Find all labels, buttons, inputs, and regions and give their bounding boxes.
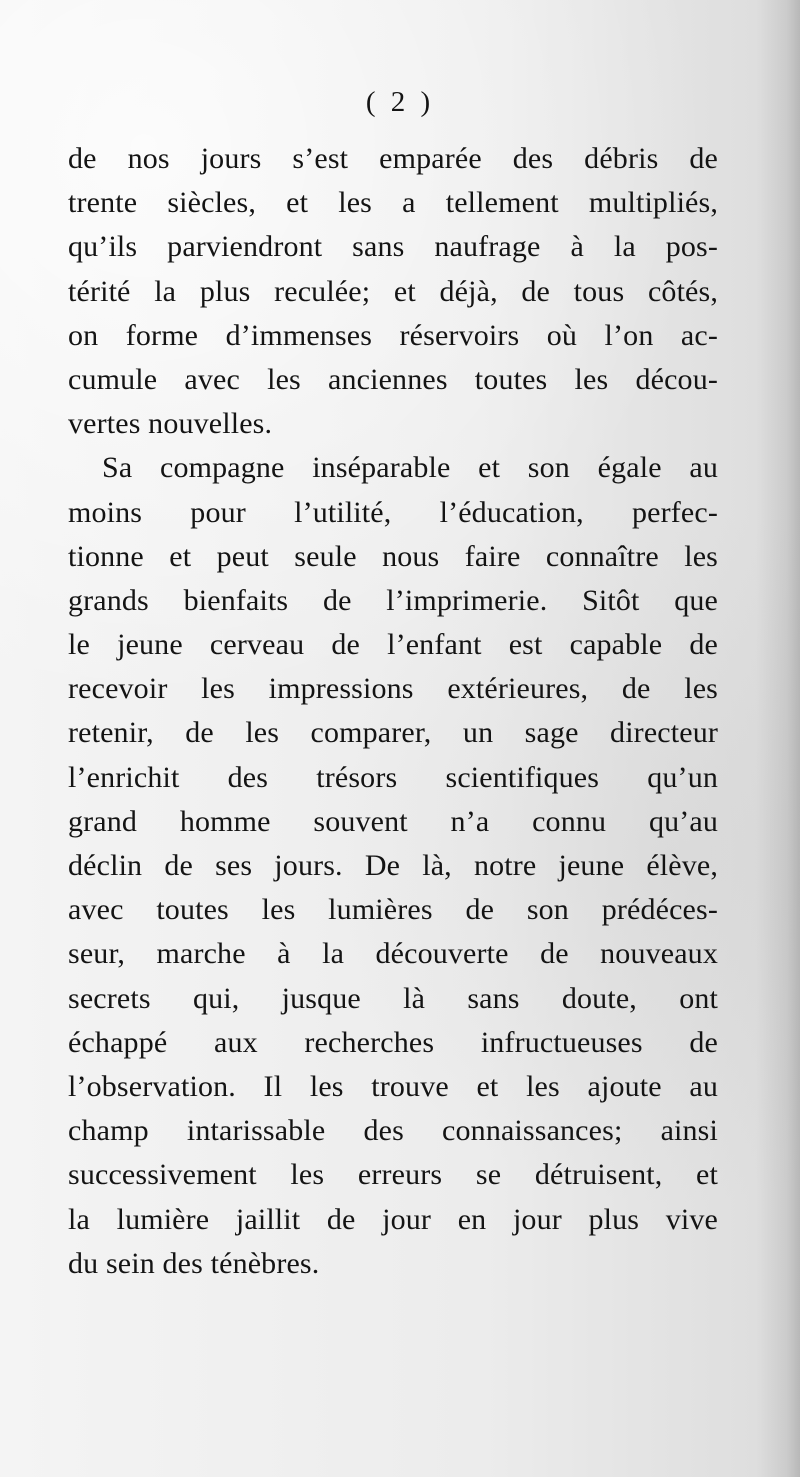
text-line: l’observation. Il les trouve et les ajoute au bbox=[68, 1069, 718, 1103]
page-edge-shadow bbox=[756, 0, 800, 1477]
text-line: le jeune cerveau de l’enfant est capable de bbox=[68, 628, 718, 662]
text-line: moins pour l’utilité, l’éducation, perfec- bbox=[68, 495, 718, 529]
text-line: on forme d’immenses réservoirs où l’on ac- bbox=[68, 318, 718, 352]
text-line: échappé aux recherches infructueuses de bbox=[68, 1025, 718, 1059]
text-line: trente siècles, et les a tellement multipliés, bbox=[68, 186, 718, 220]
text-line: grands bienfaits de l’imprimerie. Sitôt que bbox=[68, 583, 718, 617]
text-line: retenir, de les comparer, un sage directeur bbox=[68, 716, 718, 750]
text-line: avec toutes les lumières de son prédéces- bbox=[68, 893, 718, 927]
page-text bbox=[68, 137, 718, 1286]
text-line: seur, marche à la découverte de nouveaux bbox=[68, 937, 718, 971]
text-line: du sein des ténèbres. bbox=[68, 1246, 320, 1280]
text-line: déclin de ses jours. De là, notre jeune élève, bbox=[68, 849, 718, 882]
text-line: grand homme souvent n’a connu qu’au bbox=[68, 804, 718, 838]
text-line: recevoir les impressions extérieures, de les bbox=[68, 672, 718, 706]
text-line: térité la plus reculée; et déjà, de tous côtés, bbox=[68, 274, 718, 308]
page-number: ( 2 ) bbox=[365, 86, 435, 118]
text-line: de nos jours s’est emparée des débris de bbox=[68, 142, 718, 175]
text-line: tionne et peut seule nous faire connaître les bbox=[68, 539, 718, 573]
text-line: cumule avec les anciennes toutes les décou- bbox=[68, 362, 718, 396]
text-line: l’enrichit des trésors scientifiques qu’un bbox=[68, 760, 718, 794]
text-line: vertes nouvelles. bbox=[68, 407, 273, 441]
text-line: secrets qui, jusque là sans doute, ont bbox=[68, 981, 718, 1015]
text-line: champ intarissable des connaissances; ainsi bbox=[68, 1114, 718, 1148]
text-line: qu’ils parviendront sans naufrage à la pos- bbox=[68, 230, 718, 264]
text-line: la lumière jaillit de jour en jour plus vive bbox=[68, 1202, 718, 1236]
text-line: Sa compagne inséparable et son égale au bbox=[102, 451, 718, 485]
text-line: successivement les erreurs se détruisent, et bbox=[68, 1158, 718, 1192]
